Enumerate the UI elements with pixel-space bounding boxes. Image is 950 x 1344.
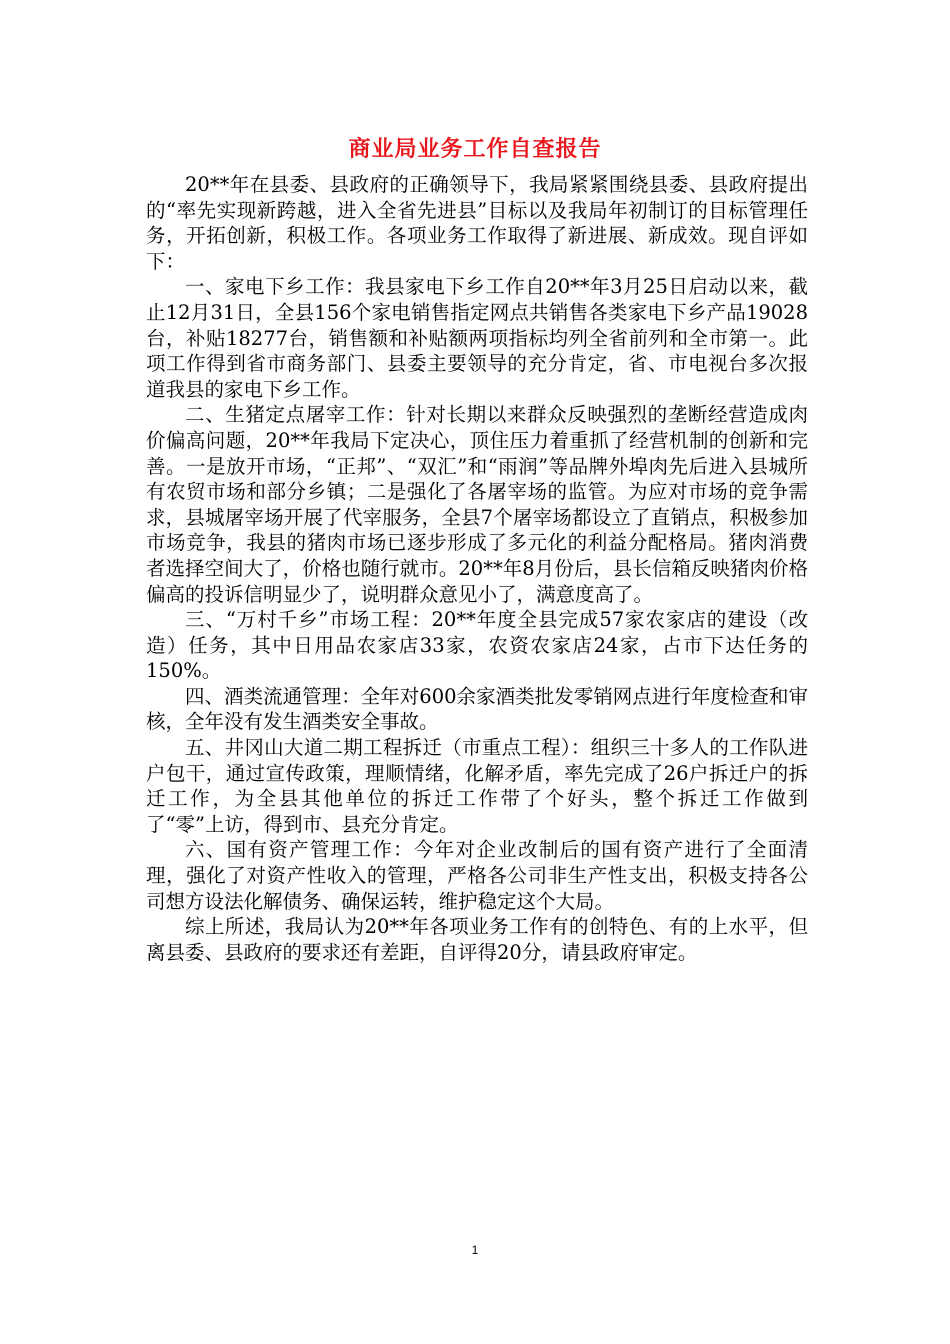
section-liquor-paragraph: 四、酒类流通管理：全年对600余家酒类批发零销网点进行年度检查和审核，全年没有发生酒类安全事故。 [146,684,808,734]
section-appliances-paragraph: 一、家电下乡工作：我县家电下乡工作自20**年3月25日启动以来，截止12月31日，全县156个家电销售指定网点共销售各类家电下乡产品19028台，补贴18277台，销售额和补贴额两项指标均列全省前列和全市第一。此项工作得到省市商务部门、县委主要领导的充分肯定，省、市电视台多次报道我县的家电下乡工作。 [146,275,808,401]
section-state-assets-paragraph: 六、国有资产管理工作：今年对企业改制后的国有资产进行了全面清理，强化了对资产性收入的管理，严格各公司非生产性支出，积极支持各公司想方设法化解债务、确保运转，维护稳定这个大局。 [146,838,808,913]
page-number: 1 [471,1243,479,1257]
section-market-project-paragraph: 三、“万村千乡”市场工程：20**年度全县完成57家农家店的建设（改造）任务，其中日用品农家店33家，农资农家店24家，占市下达任务的150%。 [146,608,808,683]
intro-paragraph: 20**年在县委、县政府的正确领导下，我局紧紧围绕县委、县政府提出的“率先实现新跨越，进入全省先进县”目标以及我局年初制订的目标管理任务，开拓创新，积极工作。各项业务工作取得了新进展、新成效。现自评如下： [146,173,808,273]
document-title: 商业局业务工作自查报告 [348,137,602,162]
summary-paragraph: 综上所述，我局认为20**年各项业务工作有的创特色、有的上水平，但离县委、县政府的要求还有差距，自评得20分，请县政府审定。 [146,915,808,964]
section-slaughter-paragraph: 二、生猪定点屠宰工作：针对长期以来群众反映强烈的垄断经营造成肉价偏高问题，20**年我局下定决心，顶住压力着重抓了经营机制的创新和完善。一是放开市场，“正邦”、“双汇”和“雨润”等品牌外埠肉先后进入县城所有农贸市场和部分乡镇；二是强化了各屠宰场的监管。为应对市场的竞争需求，县城屠宰场开展了代宰服务，全县7个屠宰场都设立了直销点，积极参加市场竞争，我县的猪肉市场已逐步形成了多元化的利益分配格局。猪肉消费者选择空间大了，价格也随行就市。20**年8月份后，县长信箱反映猪肉价格偏高的投诉信明显少了，说明群众意见小了，满意度高了。 [146,403,808,606]
document-body [146,172,808,965]
section-demolition-paragraph: 五、井冈山大道二期工程拆迁（市重点工程）：组织三十多人的工作队进户包干，通过宣传政策，理顺情绪，化解矛盾，率先完成了26户拆迁户的拆迁工作，为全县其他单位的拆迁工作带了个好头，整个拆迁工作做到了“零”上访，得到市、县充分肯定。 [146,736,808,836]
